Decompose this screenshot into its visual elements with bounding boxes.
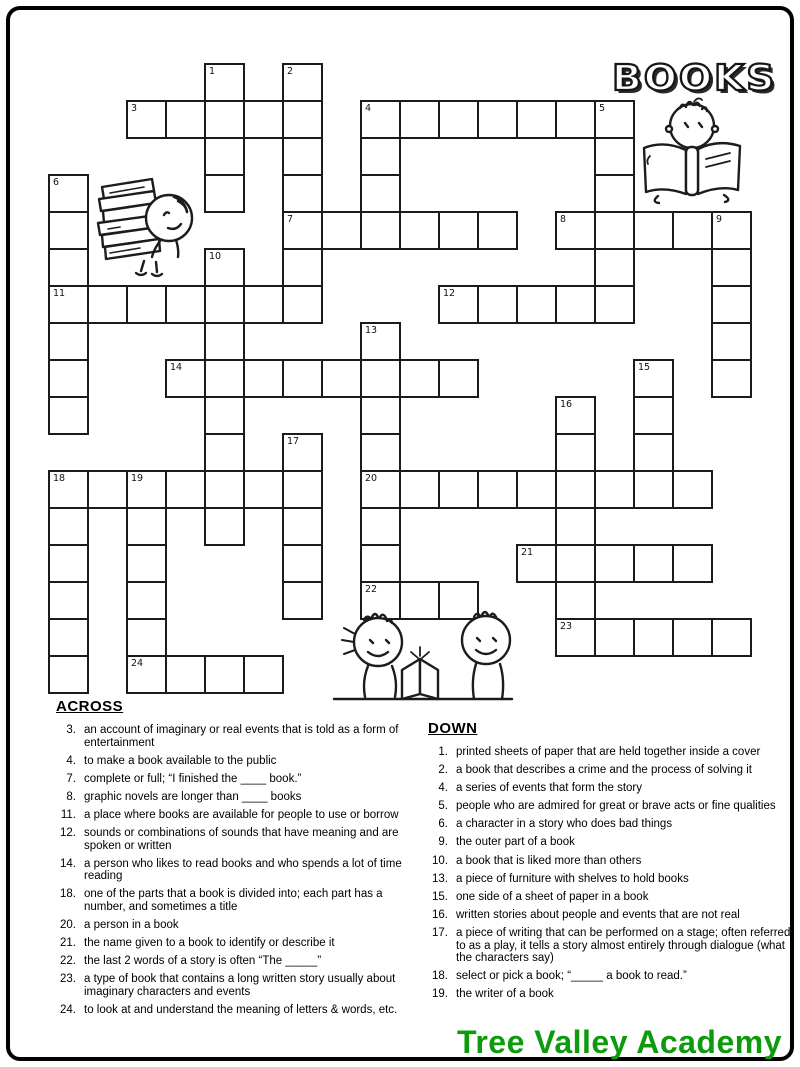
- clue-item: [52, 888, 424, 913]
- grid-cell[interactable]: [48, 322, 89, 361]
- clue-item-number: 9.: [438, 836, 448, 849]
- grid-cell[interactable]: [438, 470, 479, 509]
- grid-cell[interactable]: [165, 655, 206, 694]
- grid-cell[interactable]: [477, 285, 518, 324]
- across-clues-section: [52, 698, 424, 1022]
- clue-item-text: one side of a sheet of paper in a book: [456, 890, 649, 903]
- grid-cell[interactable]: [48, 211, 89, 250]
- clue-item-text: the last 2 words of a story is often “The _____”: [84, 955, 322, 968]
- grid-cell[interactable]: [633, 470, 674, 509]
- grid-cell[interactable]: [126, 544, 167, 583]
- clue-item-text: to look at and understand the meaning of letters & words, etc.: [84, 1004, 398, 1017]
- grid-cell[interactable]: [672, 618, 713, 657]
- grid-cell[interactable]: [672, 470, 713, 509]
- grid-cell[interactable]: [87, 470, 128, 509]
- grid-cell[interactable]: [204, 507, 245, 546]
- grid-clue-number: 23: [560, 621, 573, 632]
- grid-cell[interactable]: [633, 396, 674, 435]
- grid-cell[interactable]: [126, 470, 167, 509]
- clue-item-number: 20.: [60, 919, 76, 932]
- clue-item-text: to make a book available to the public: [84, 754, 277, 767]
- grid-cell[interactable]: [48, 655, 89, 694]
- grid-cell[interactable]: [282, 359, 323, 398]
- grid-cell[interactable]: [282, 470, 323, 509]
- footer-brand: Tree Valley Academy: [457, 1024, 782, 1060]
- clue-item-number: 22.: [60, 955, 76, 968]
- down-clue-list: [424, 746, 796, 1001]
- grid-cell[interactable]: [672, 211, 713, 250]
- grid-clue-number: 8: [560, 214, 567, 225]
- clue-item: [52, 755, 424, 768]
- grid-cell[interactable]: [399, 581, 440, 620]
- clue-item: [424, 873, 796, 886]
- grid-cell[interactable]: [477, 100, 518, 139]
- clue-item-number: 7.: [66, 772, 76, 785]
- clue-item-text: a piece of furniture with shelves to hold books: [456, 872, 689, 885]
- clue-item-number: 13.: [432, 872, 448, 885]
- clue-item: [52, 858, 424, 883]
- clue-item-text: a book that is liked more than others: [456, 854, 642, 867]
- grid-cell[interactable]: [555, 581, 596, 620]
- clue-item-text: people who are admired for great or brave acts or fine qualities: [456, 800, 776, 813]
- grid-cell[interactable]: [360, 581, 401, 620]
- grid-clue-number: 17: [287, 436, 300, 447]
- grid-cell[interactable]: [555, 211, 596, 250]
- clue-item-text: a type of book that contains a long written story usually about imaginary characters and events: [84, 973, 396, 998]
- grid-cell[interactable]: [204, 100, 245, 139]
- clue-item-number: 19.: [432, 988, 448, 1001]
- grid-cell[interactable]: [633, 359, 674, 398]
- grid-cell[interactable]: [399, 470, 440, 509]
- clue-item-text: the writer of a book: [456, 988, 554, 1001]
- grid-clue-number: 21: [521, 547, 534, 558]
- clue-item-text: one of the parts that a book is divided into; each part has a number, and sometimes a title: [84, 888, 383, 914]
- grid-cell[interactable]: [360, 137, 401, 176]
- grid-cell[interactable]: [711, 359, 752, 398]
- clue-item-text: a person who likes to read books and who spends a lot of time reading: [84, 857, 402, 883]
- grid-clue-number: 3: [131, 103, 138, 114]
- clue-item-text: complete or full; “I finished the ____ book.”: [84, 772, 302, 785]
- grid-cell[interactable]: [438, 581, 479, 620]
- grid-cell[interactable]: [48, 507, 89, 546]
- grid-clue-number: 15: [638, 362, 651, 373]
- clue-item: [52, 724, 424, 749]
- clue-item-text: a book that describes a crime and the process of solving it: [456, 764, 752, 777]
- grid-clue-number: 12: [443, 288, 456, 299]
- clue-item: [52, 1004, 424, 1017]
- grid-cell[interactable]: [555, 507, 596, 546]
- clue-item-text: graphic novels are longer than ____ books: [84, 790, 302, 803]
- clue-item: [52, 791, 424, 804]
- clue-item: [424, 970, 796, 983]
- grid-cell[interactable]: [594, 618, 635, 657]
- grid-cell[interactable]: [282, 285, 323, 324]
- clue-item-number: 16.: [432, 908, 448, 921]
- grid-clue-number: 5: [599, 103, 606, 114]
- grid-cell[interactable]: [204, 655, 245, 694]
- grid-cell[interactable]: [438, 359, 479, 398]
- clue-item-number: 12.: [60, 827, 76, 840]
- grid-clue-number: 6: [53, 177, 60, 188]
- grid-cell[interactable]: [165, 285, 206, 324]
- grid-cell[interactable]: [126, 655, 167, 694]
- down-header: DOWN: [428, 720, 478, 737]
- grid-cell[interactable]: [282, 174, 323, 213]
- clue-item-text: a person in a book: [84, 919, 179, 932]
- grid-cell[interactable]: [633, 211, 674, 250]
- clue-item: [424, 746, 796, 759]
- clue-item-text: an account of imaginary or real events that is told as a form of entertainment: [84, 724, 399, 749]
- grid-cell[interactable]: [282, 581, 323, 620]
- grid-cell[interactable]: [282, 544, 323, 583]
- grid-cell[interactable]: [48, 359, 89, 398]
- grid-cell[interactable]: [711, 248, 752, 287]
- grid-cell[interactable]: [594, 544, 635, 583]
- grid-cell[interactable]: [399, 359, 440, 398]
- clue-item-text: the outer part of a book: [456, 836, 575, 849]
- clue-item-number: 3.: [66, 724, 76, 736]
- grid-cell[interactable]: [243, 100, 284, 139]
- grid-cell[interactable]: [48, 544, 89, 583]
- grid-cell[interactable]: [126, 507, 167, 546]
- grid-cell[interactable]: [477, 211, 518, 250]
- clue-item-text: sounds or combinations of sounds that have meaning and are spoken or written: [84, 827, 399, 852]
- grid-clue-number: 16: [560, 399, 573, 410]
- across-header: ACROSS: [56, 698, 124, 715]
- grid-cell[interactable]: [282, 433, 323, 472]
- grid-clue-number: 19: [131, 473, 144, 484]
- clue-item: [52, 937, 424, 950]
- clue-item: [424, 782, 796, 795]
- grid-cell[interactable]: [594, 100, 635, 139]
- grid-cell[interactable]: [321, 359, 362, 398]
- grid-cell[interactable]: [594, 285, 635, 324]
- clue-item-number: 18.: [432, 970, 448, 983]
- grid-cell[interactable]: [438, 285, 479, 324]
- grid-clue-number: 14: [170, 362, 183, 373]
- grid-cell[interactable]: [126, 581, 167, 620]
- grid-clue-number: 2: [287, 66, 294, 77]
- grid-cell[interactable]: [204, 248, 245, 287]
- clue-item: [52, 955, 424, 968]
- grid-clue-number: 22: [365, 584, 378, 595]
- clue-item-text: a character in a story who does bad things: [456, 818, 673, 831]
- page-title: BOOKS: [612, 57, 777, 100]
- clue-item: [424, 988, 796, 1001]
- grid-cell[interactable]: [555, 470, 596, 509]
- grid-clue-number: 7: [287, 214, 294, 225]
- grid-cell[interactable]: [282, 63, 323, 102]
- grid-cell[interactable]: [243, 359, 284, 398]
- clue-item: [424, 836, 796, 849]
- clue-item-number: 14.: [60, 857, 76, 870]
- clue-item-number: 1.: [438, 746, 448, 758]
- clue-item-text: written stories about people and events that are not real: [456, 908, 740, 921]
- clue-item: [52, 809, 424, 822]
- grid-cell[interactable]: [204, 63, 245, 102]
- clue-item-number: 6.: [438, 818, 448, 831]
- grid-clue-number: 13: [365, 325, 378, 336]
- grid-cell[interactable]: [555, 285, 596, 324]
- grid-cell[interactable]: [48, 174, 89, 213]
- clue-item-number: 18.: [60, 888, 76, 901]
- clue-item-text: select or pick a book; “_____ a book to read.”: [456, 970, 687, 983]
- grid-cell[interactable]: [360, 433, 401, 472]
- clue-item-number: 21.: [60, 937, 76, 950]
- grid-clue-number: 4: [365, 103, 372, 114]
- clue-item-text: a place where books are available for people to use or borrow: [84, 808, 399, 821]
- grid-cell[interactable]: [477, 470, 518, 509]
- grid-cell[interactable]: [360, 470, 401, 509]
- grid-cell[interactable]: [48, 470, 89, 509]
- grid-cell[interactable]: [282, 507, 323, 546]
- grid-clue-number: 20: [365, 473, 378, 484]
- clue-item-text: the name given to a book to identify or describe it: [84, 937, 335, 950]
- grid-cell[interactable]: [555, 396, 596, 435]
- grid-cell[interactable]: [633, 544, 674, 583]
- clue-item: [52, 773, 424, 786]
- clue-item-number: 2.: [438, 764, 448, 777]
- clue-item: [52, 919, 424, 932]
- grid-cell[interactable]: [516, 285, 557, 324]
- grid-cell[interactable]: [555, 100, 596, 139]
- grid-cell[interactable]: [594, 174, 635, 213]
- grid-cell[interactable]: [243, 285, 284, 324]
- grid-cell[interactable]: [360, 359, 401, 398]
- grid-cell[interactable]: [126, 100, 167, 139]
- grid-cell[interactable]: [633, 433, 674, 472]
- grid-cell[interactable]: [438, 100, 479, 139]
- grid-cell[interactable]: [48, 581, 89, 620]
- grid-cell[interactable]: [165, 470, 206, 509]
- grid-cell[interactable]: [282, 211, 323, 250]
- grid-cell[interactable]: [516, 100, 557, 139]
- clue-item-number: 4.: [438, 782, 448, 795]
- grid-cell[interactable]: [555, 544, 596, 583]
- grid-cell[interactable]: [48, 618, 89, 657]
- grid-cell[interactable]: [204, 359, 245, 398]
- clue-item: [424, 855, 796, 868]
- grid-cell[interactable]: [360, 322, 401, 361]
- grid-cell[interactable]: [282, 137, 323, 176]
- grid-cell[interactable]: [672, 544, 713, 583]
- grid-cell[interactable]: [243, 655, 284, 694]
- clue-item-number: 8.: [66, 790, 76, 803]
- grid-cell[interactable]: [126, 285, 167, 324]
- grid-clue-number: 10: [209, 251, 222, 262]
- grid-cell[interactable]: [204, 285, 245, 324]
- grid-cell[interactable]: [204, 322, 245, 361]
- clue-item: [424, 927, 796, 965]
- grid-cell[interactable]: [555, 433, 596, 472]
- grid-clue-number: 18: [53, 473, 66, 484]
- grid-cell[interactable]: [711, 285, 752, 324]
- down-clues-section: [424, 720, 796, 1006]
- grid-cell[interactable]: [204, 433, 245, 472]
- grid-cell[interactable]: [48, 396, 89, 435]
- grid-cell[interactable]: [321, 211, 362, 250]
- clue-item-text: a piece of writing that can be performed on a stage; often referred to as a play, it tells a story almost entirely through dialogue (what the characters say): [456, 926, 791, 965]
- grid-cell[interactable]: [399, 100, 440, 139]
- grid-cell[interactable]: [594, 248, 635, 287]
- grid-cell[interactable]: [204, 174, 245, 213]
- grid-cell[interactable]: [282, 248, 323, 287]
- across-clue-list: [52, 724, 424, 1017]
- clue-item-number: 5.: [438, 800, 448, 813]
- grid-cell[interactable]: [711, 211, 752, 250]
- grid-cell[interactable]: [516, 470, 557, 509]
- grid-cell[interactable]: [711, 322, 752, 361]
- grid-cell[interactable]: [126, 618, 167, 657]
- grid-cell[interactable]: [165, 100, 206, 139]
- grid-clue-number: 1: [209, 66, 216, 77]
- clue-item: [52, 827, 424, 852]
- grid-cell[interactable]: [243, 470, 284, 509]
- grid-cell[interactable]: [48, 285, 89, 324]
- grid-cell[interactable]: [360, 544, 401, 583]
- grid-cell[interactable]: [87, 285, 128, 324]
- grid-cell[interactable]: [516, 544, 557, 583]
- grid-cell[interactable]: [711, 618, 752, 657]
- clue-item-number: 10.: [432, 854, 448, 867]
- grid-clue-number: 9: [716, 214, 723, 225]
- grid-cell[interactable]: [438, 211, 479, 250]
- clue-item-number: 23.: [60, 973, 76, 986]
- grid-cell[interactable]: [165, 359, 206, 398]
- clue-item: [424, 891, 796, 904]
- clue-item-number: 11.: [60, 808, 76, 821]
- grid-cell[interactable]: [360, 100, 401, 139]
- clue-item: [52, 973, 424, 998]
- grid-cell[interactable]: [594, 211, 635, 250]
- clue-item: [424, 909, 796, 922]
- grid-cell[interactable]: [594, 470, 635, 509]
- grid-cell[interactable]: [360, 396, 401, 435]
- grid-clue-number: 11: [53, 288, 66, 299]
- clue-item-text: a series of events that form the story: [456, 782, 642, 795]
- grid-cell[interactable]: [399, 211, 440, 250]
- clue-item-number: 15.: [432, 890, 448, 903]
- grid-cell[interactable]: [594, 137, 635, 176]
- grid-cell[interactable]: [360, 507, 401, 546]
- grid-cell[interactable]: [204, 396, 245, 435]
- clue-item: [424, 764, 796, 777]
- grid-cell[interactable]: [282, 100, 323, 139]
- clue-item-number: 17.: [432, 926, 448, 939]
- clue-item: [424, 818, 796, 831]
- grid-cell[interactable]: [48, 248, 89, 287]
- grid-cell[interactable]: [633, 618, 674, 657]
- grid-cell[interactable]: [204, 470, 245, 509]
- clue-item-text: printed sheets of paper that are held together inside a cover: [456, 746, 761, 758]
- grid-cell[interactable]: [555, 618, 596, 657]
- grid-cell[interactable]: [360, 211, 401, 250]
- grid-cell[interactable]: [360, 174, 401, 213]
- clue-item-number: 24.: [60, 1004, 76, 1017]
- grid-cell[interactable]: [204, 137, 245, 176]
- clue-item: [424, 800, 796, 813]
- grid-clue-number: 24: [131, 658, 144, 669]
- clue-item-number: 4.: [66, 754, 76, 767]
